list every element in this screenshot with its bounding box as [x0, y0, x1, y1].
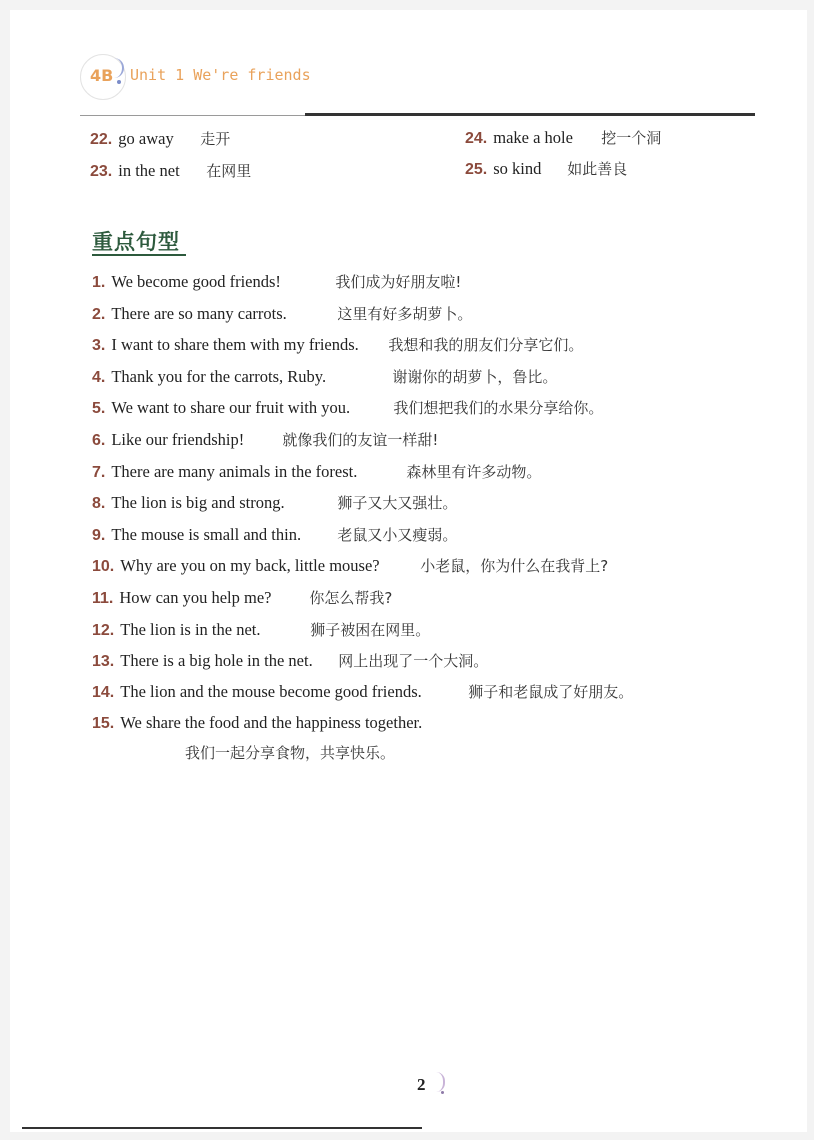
- header-rule-thin: [80, 115, 306, 116]
- phrase-item: [90, 128, 230, 149]
- sentence-number: 3.: [92, 337, 106, 354]
- sentence-item: [92, 461, 541, 482]
- sentence-chinese: 小老鼠，你为什么在我背上?: [420, 557, 609, 575]
- sentence-item: [92, 492, 457, 513]
- sentence-number: 8.: [92, 495, 106, 512]
- sentence-english: The lion is big and strong.: [111, 493, 285, 512]
- phrase-number: 23.: [90, 163, 113, 180]
- phrase-number: 25.: [465, 161, 488, 178]
- sentence-chinese: 我想和我的朋友们分享它们。: [388, 336, 584, 354]
- sentence-chinese: 这里有好多胡萝卜。: [337, 305, 473, 323]
- sentence-chinese: 狮子又大又强壮。: [337, 494, 458, 512]
- phrase-number: 24.: [465, 130, 488, 147]
- sentence-item: [92, 681, 633, 702]
- phrase-number: 22.: [90, 131, 113, 148]
- section-title-underline: [92, 254, 186, 256]
- phrase-english: make a hole: [493, 128, 573, 147]
- sentence-chinese: 狮子和老鼠成了好朋友。: [468, 683, 634, 701]
- sentence-number: 7.: [92, 464, 106, 481]
- unit-title: Unit 1 We're friends: [130, 66, 311, 84]
- sentence-item: [92, 303, 472, 324]
- sentence-number: 1.: [92, 274, 106, 291]
- sentence-item: [92, 334, 583, 355]
- sentence-english: There are many animals in the forest.: [111, 462, 358, 481]
- sentence-chinese: 老鼠又小又瘦弱。: [337, 526, 458, 544]
- sentence-item: [92, 555, 608, 576]
- sentence-number: 13.: [92, 653, 115, 670]
- sentence-chinese: 网上出现了一个大洞。: [338, 652, 489, 670]
- sentence-number: 10.: [92, 558, 115, 575]
- sentence-item: [92, 397, 603, 418]
- sentence-number: 5.: [92, 400, 106, 417]
- sentence-english: We share the food and the happiness together.: [120, 713, 423, 732]
- sentence-english: Like our friendship!: [111, 430, 245, 449]
- header-dot-icon: [117, 80, 121, 84]
- sentence-number: 9.: [92, 527, 106, 544]
- sentence-number: 2.: [92, 306, 106, 323]
- sentence-chinese: 我们一起分享食物，共享快乐。: [185, 744, 396, 762]
- sentence-english: We become good friends!: [111, 272, 281, 291]
- bottom-rule: [22, 1127, 422, 1129]
- sentence-chinese: 你怎么帮我?: [309, 589, 393, 607]
- sentence-english: We want to share our fruit with you.: [111, 398, 351, 417]
- sentence-number: 15.: [92, 715, 115, 732]
- sentence-english: The lion and the mouse become good friends.: [120, 682, 422, 701]
- sentence-chinese: 我们成为好朋友啦!: [335, 273, 462, 291]
- page-number: 2: [417, 1075, 426, 1094]
- phrase-chinese: 走开: [200, 130, 231, 148]
- header-rule-thick: [305, 113, 755, 116]
- sentence-english: Thank you for the carrots, Ruby.: [111, 367, 327, 386]
- phrase-english: in the net: [118, 161, 180, 180]
- sentence-english: There are so many carrots.: [111, 304, 287, 323]
- sentence-english: Why are you on my back, little mouse?: [120, 556, 380, 575]
- sentence-number: 4.: [92, 369, 106, 386]
- phrase-english: go away: [118, 129, 174, 148]
- sentence-chinese: 森林里有许多动物。: [406, 463, 542, 481]
- phrase-chinese: 如此善良: [567, 160, 628, 178]
- phrase-item: [465, 158, 627, 179]
- sentence-item: [92, 713, 422, 733]
- phrase-english: so kind: [493, 159, 542, 178]
- sentence-item: [92, 650, 488, 671]
- sentence-chinese: 谢谢你的胡萝卜，鲁比。: [392, 368, 558, 386]
- sentence-item: [92, 587, 392, 608]
- phrase-item: [90, 160, 251, 181]
- phrase-chinese: 挖一个洞: [601, 129, 662, 147]
- sentence-chinese: 就像我们的友谊一样甜!: [282, 431, 439, 449]
- phrase-chinese: 在网里: [206, 162, 252, 180]
- sentence-number: 12.: [92, 622, 115, 639]
- sentence-item: [92, 366, 557, 387]
- page-dot-icon: [441, 1091, 444, 1094]
- sentence-english: The lion is in the net.: [120, 620, 261, 639]
- sentence-item: [92, 524, 457, 545]
- sentence-number: 6.: [92, 432, 106, 449]
- sentence-english: The mouse is small and thin.: [111, 525, 302, 544]
- sentence-english: There is a big hole in the net.: [120, 651, 313, 670]
- phrase-item: [465, 127, 661, 148]
- sentence-item: [92, 429, 438, 450]
- sentence-item: [92, 619, 430, 640]
- sentence-chinese: 狮子被困在网里。: [310, 621, 431, 639]
- section-title: 重点句型: [92, 230, 180, 254]
- sentence-number: 11.: [92, 590, 114, 607]
- unit-badge-label: 4B: [90, 66, 114, 85]
- sentence-english: How can you help me?: [119, 588, 272, 607]
- sentence-english: I want to share them with my friends.: [111, 335, 359, 354]
- sentence-chinese: 我们想把我们的水果分享给你。: [393, 399, 604, 417]
- sentence-item: [92, 271, 461, 292]
- sentence-number: 14.: [92, 684, 115, 701]
